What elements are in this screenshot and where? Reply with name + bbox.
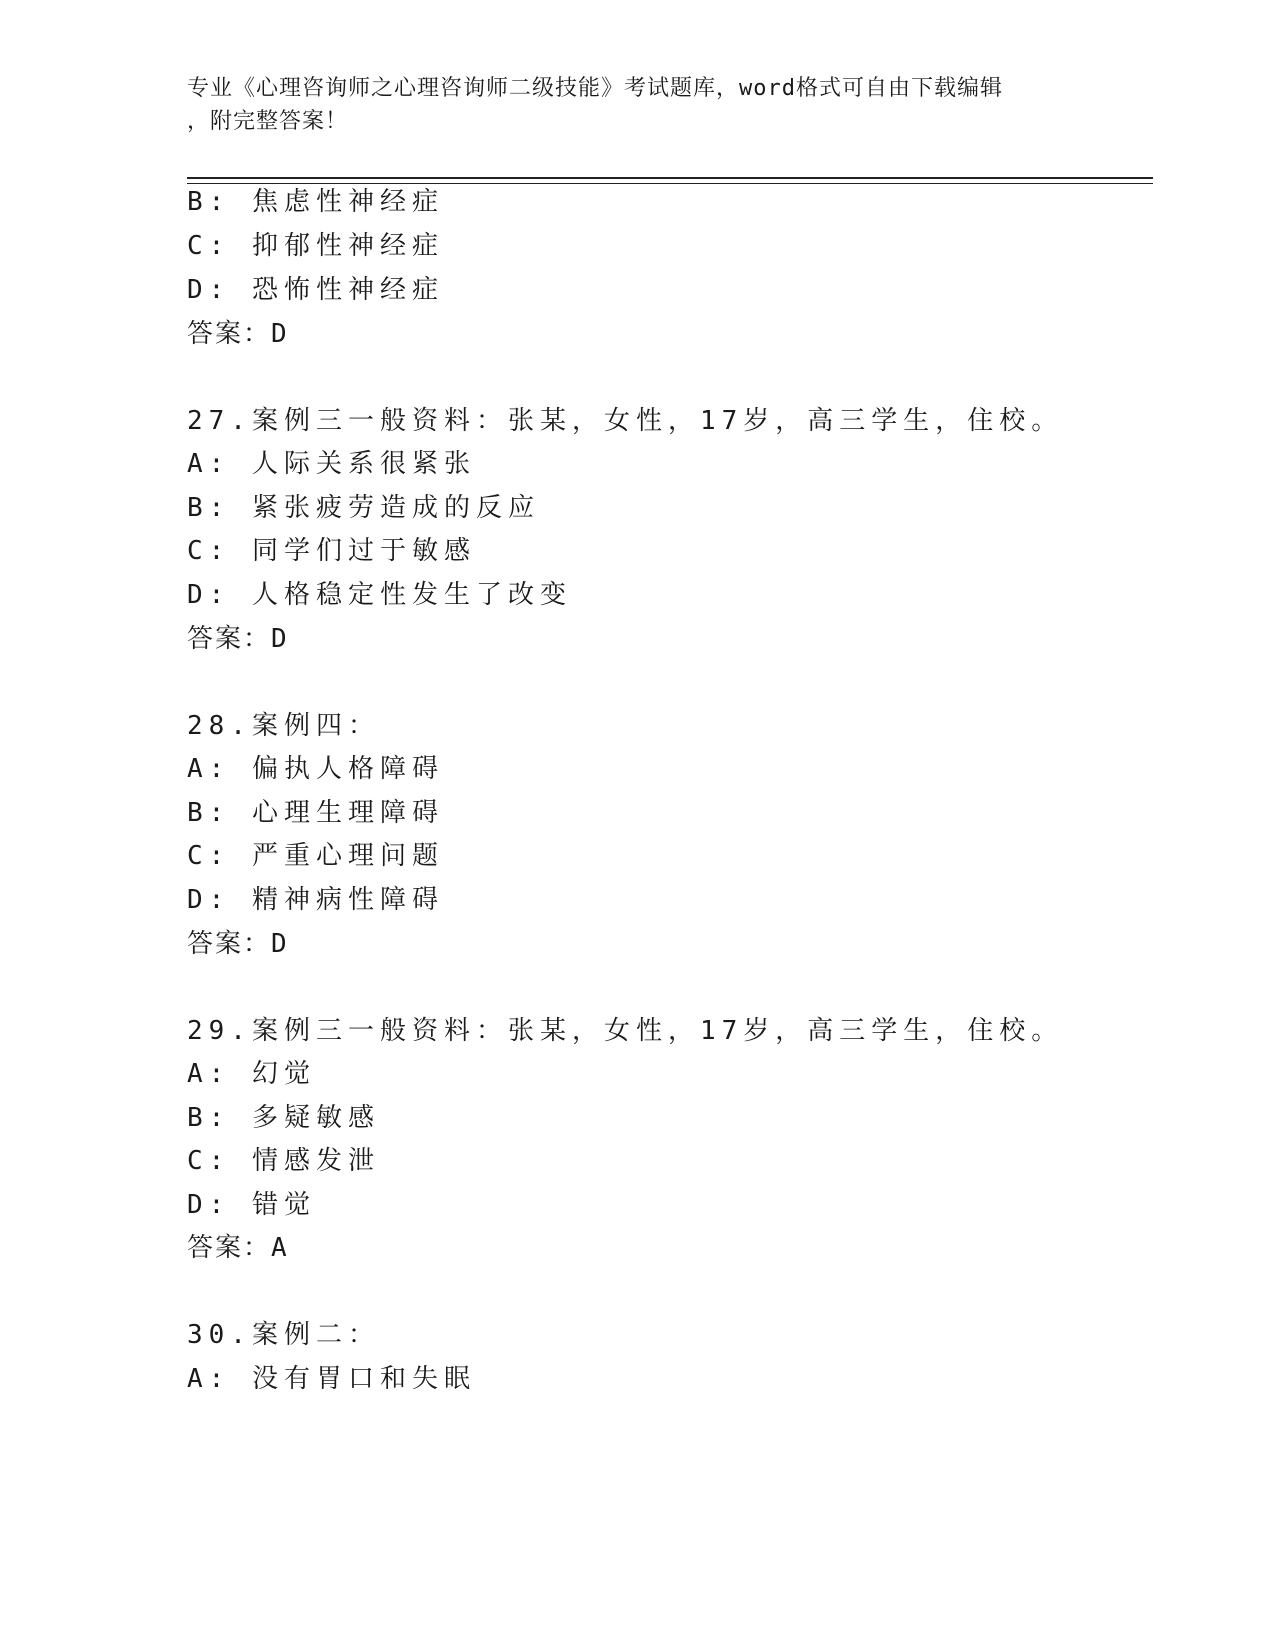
- q29-option-c: C: 情感发泄: [187, 1146, 380, 1176]
- header-line-1: 专业《心理咨询师之心理咨询师二级技能》考试题库，word格式可自由下载编辑: [187, 76, 1003, 101]
- header-line-2: ，附完整答案！: [187, 109, 349, 134]
- q30-question: 30.案例二：: [187, 1320, 380, 1350]
- header-divider-thin: [187, 183, 1153, 184]
- q27-option-b: B: 紧张疲劳造成的反应: [187, 493, 540, 523]
- q27-answer: 答案：D: [187, 624, 289, 654]
- header-divider-thick: [187, 177, 1153, 179]
- q27-option-a: A: 人际关系很紧张: [187, 449, 476, 479]
- q26-option-d: D: 恐怖性神经症: [187, 275, 444, 305]
- q26-option-b: B: 焦虑性神经症: [187, 187, 444, 217]
- q26-option-c: C: 抑郁性神经症: [187, 231, 444, 261]
- q29-option-a: A: 幻觉: [187, 1059, 316, 1089]
- q28-answer: 答案：D: [187, 929, 289, 959]
- q27-option-d: D: 人格稳定性发生了改变: [187, 580, 572, 610]
- q28-option-a: A: 偏执人格障碍: [187, 754, 444, 784]
- q29-option-b: B: 多疑敏感: [187, 1103, 380, 1133]
- q28-question: 28.案例四：: [187, 711, 380, 741]
- document-header: [187, 72, 1087, 138]
- q28-option-c: C: 严重心理问题: [187, 841, 444, 871]
- q27-option-c: C: 同学们过于敏感: [187, 536, 476, 566]
- q28-option-d: D: 精神病性障碍: [187, 885, 444, 915]
- q28-option-b: B: 心理生理障碍: [187, 798, 444, 828]
- q26-answer: 答案：D: [187, 319, 289, 349]
- q29-answer: 答案：A: [187, 1233, 289, 1263]
- q30-option-a: A: 没有胃口和失眠: [187, 1364, 476, 1394]
- q27-question: 27.案例三一般资料：张某，女性，17岁，高三学生，住校。: [187, 406, 1064, 436]
- q29-option-d: D: 错觉: [187, 1190, 316, 1220]
- q29-question: 29.案例三一般资料：张某，女性，17岁，高三学生，住校。: [187, 1016, 1064, 1046]
